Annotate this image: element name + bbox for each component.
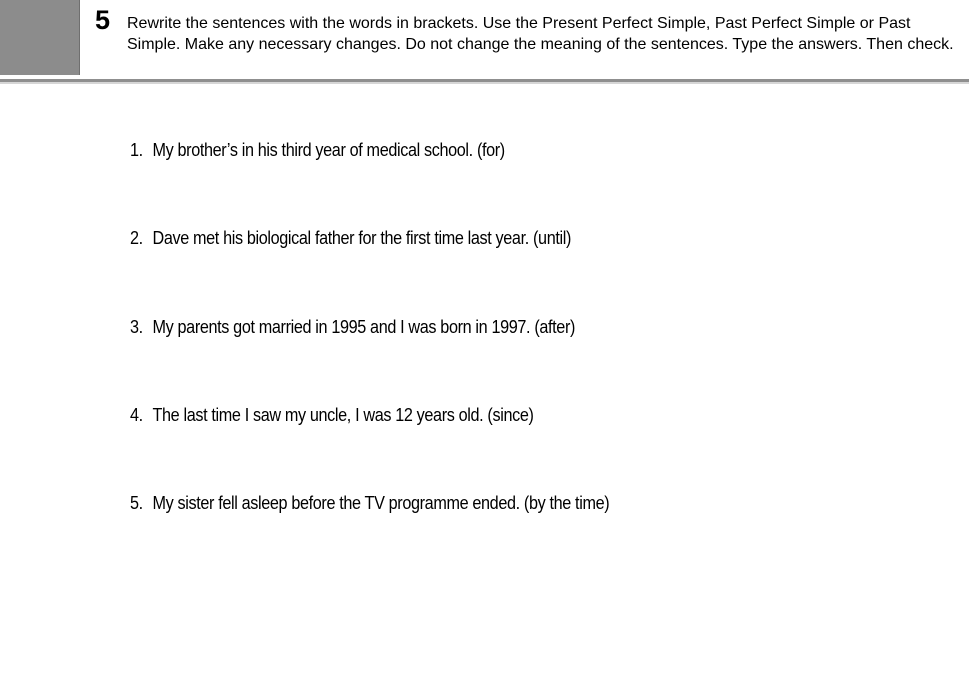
question-number: 5. xyxy=(130,493,143,514)
exercise-side-block xyxy=(0,0,80,75)
question-number: 4. xyxy=(130,404,143,425)
exercise-instruction: Rewrite the sentences with the words in brackets. Use the Present Perfect Simple, Past Perfect Simple or Past Simple. Make any necessary changes. Do not change the meaning of the sentences. Type the answers. Then check. xyxy=(127,15,954,53)
question-item-1 xyxy=(130,136,609,224)
header-divider-shadow xyxy=(0,82,969,84)
question-text: My sister fell asleep before the TV programme ended. (by the time) xyxy=(152,493,610,514)
question-item-2 xyxy=(130,224,609,312)
question-text: The last time I saw my uncle, I was 12 years old. (since) xyxy=(152,404,534,425)
question-item-5 xyxy=(130,489,609,577)
question-text: My parents got married in 1995 and I was born in 1997. (after) xyxy=(152,316,576,337)
question-number: 3. xyxy=(130,316,143,337)
exercise-header xyxy=(0,0,969,80)
question-item-3 xyxy=(130,313,609,401)
question-number: 1. xyxy=(130,140,143,160)
question-list xyxy=(130,136,663,577)
question-item-4 xyxy=(130,401,609,489)
question-text: My brother’s in his third year of medical school. (for) xyxy=(152,140,505,160)
exercise-number: 5 xyxy=(95,5,111,35)
question-text: Dave met his biological father for the first time last year. (until) xyxy=(152,228,571,249)
question-number: 2. xyxy=(130,228,143,249)
